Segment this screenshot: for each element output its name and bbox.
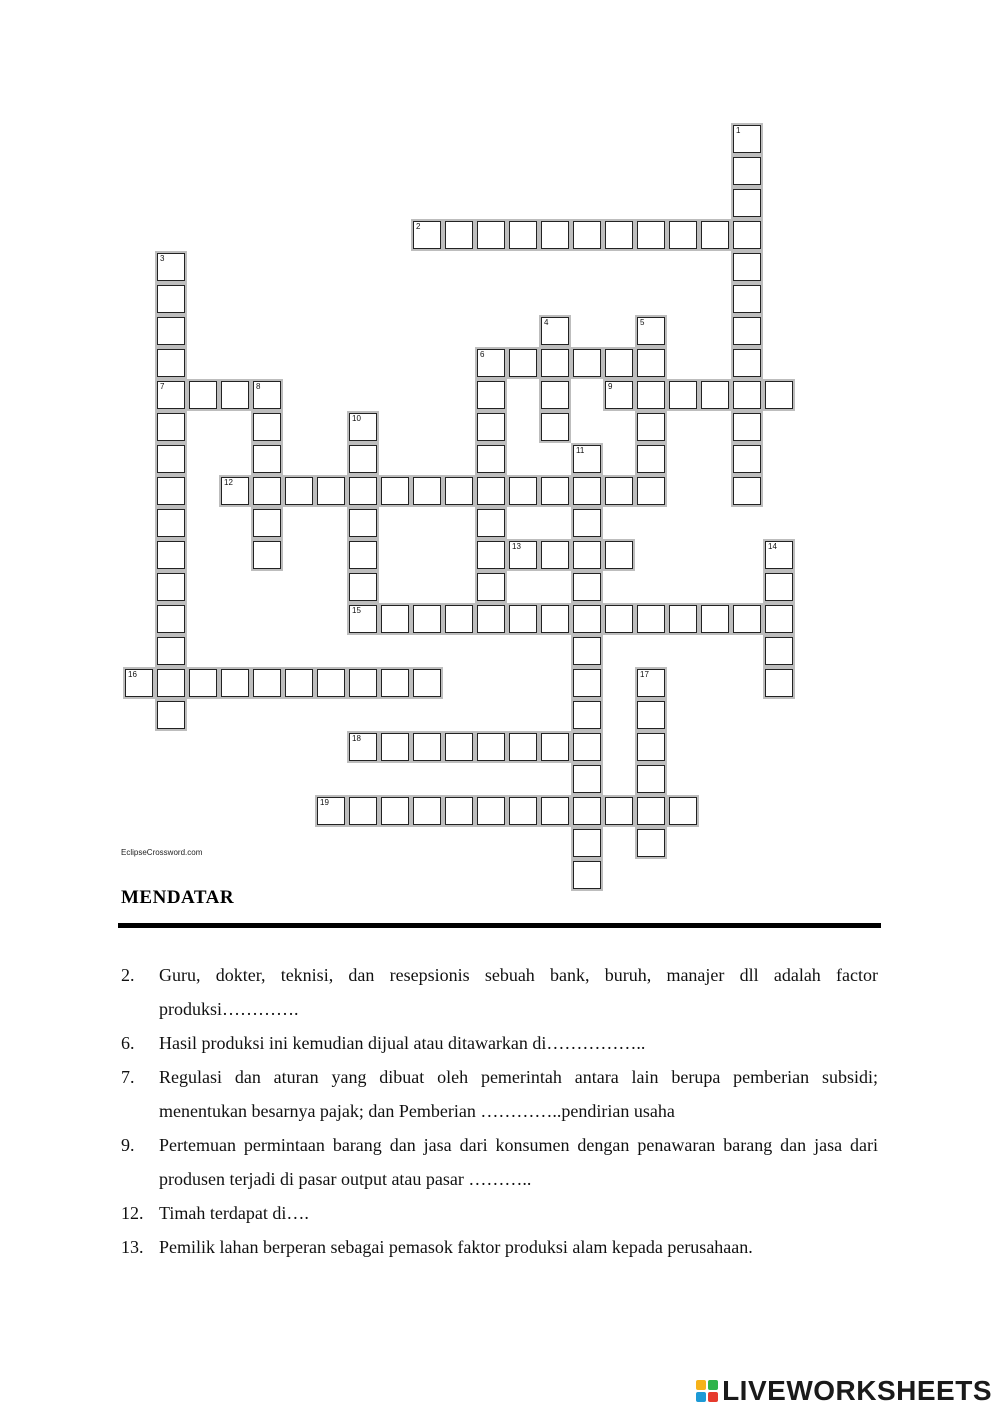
crossword-cell[interactable] (765, 541, 793, 569)
crossword-cell[interactable] (541, 221, 569, 249)
crossword-cell[interactable] (253, 477, 281, 505)
crossword-cell[interactable] (637, 381, 665, 409)
crossword-cell[interactable] (317, 477, 345, 505)
crossword-cell[interactable] (477, 733, 505, 761)
crossword-cell[interactable] (413, 669, 441, 697)
clue-number-label: 4 (544, 318, 549, 327)
clue-number-label: 19 (320, 798, 329, 807)
credit-text: EclipseCrossword.com (121, 848, 203, 857)
crossword-cell[interactable] (509, 605, 537, 633)
crossword-cell[interactable] (637, 317, 665, 345)
watermark-text: LIVEWORKSHEETS (722, 1375, 992, 1406)
crossword-cell[interactable] (157, 637, 185, 665)
crossword-cell[interactable] (477, 381, 505, 409)
crossword-cell[interactable] (605, 349, 633, 377)
crossword-cell[interactable] (733, 189, 761, 217)
clue-item (121, 1060, 878, 1128)
crossword-cell[interactable] (317, 797, 345, 825)
crossword-cell[interactable] (669, 797, 697, 825)
logo-square (708, 1392, 718, 1402)
crossword-cell[interactable] (157, 413, 185, 441)
crossword-cell[interactable] (445, 221, 473, 249)
crossword-cell[interactable] (573, 829, 601, 857)
crossword-cell[interactable] (381, 605, 409, 633)
crossword-cell[interactable] (157, 445, 185, 473)
clue-number-label: 8 (256, 382, 261, 391)
crossword-cell[interactable] (637, 669, 665, 697)
crossword-cell[interactable] (157, 573, 185, 601)
crossword-cell[interactable] (765, 669, 793, 697)
crossword-cell[interactable] (157, 477, 185, 505)
clue-text: Regulasi dan aturan yang dibuat oleh pemerintah antara lain berupa pemberian subsidi; menentukan besarnya pajak; dan Pemberian …………..pendirian usaha (159, 1067, 878, 1121)
clue-number: 7. (121, 1067, 135, 1087)
clue-number: 12. (121, 1203, 144, 1223)
crossword-cell[interactable] (573, 701, 601, 729)
crossword-cell[interactable] (637, 829, 665, 857)
crossword-cell[interactable] (733, 413, 761, 441)
clue-number-label: 2 (416, 222, 421, 231)
crossword-cell[interactable] (477, 445, 505, 473)
liveworksheets-watermark (696, 1375, 992, 1407)
crossword-cell[interactable] (733, 157, 761, 185)
crossword-cell[interactable] (253, 669, 281, 697)
crossword-cell[interactable] (477, 541, 505, 569)
liveworksheets-logo-icon (696, 1380, 718, 1402)
clue-number: 6. (121, 1033, 135, 1053)
crossword-cell[interactable] (445, 605, 473, 633)
crossword-cell[interactable] (349, 605, 377, 633)
clue-item (121, 1026, 878, 1060)
crossword-cell[interactable] (573, 445, 601, 473)
crossword-cell[interactable] (477, 413, 505, 441)
crossword-cell[interactable] (317, 669, 345, 697)
clue-number: 9. (121, 1135, 135, 1155)
crossword-cell[interactable] (381, 477, 409, 505)
crossword-cell[interactable] (573, 349, 601, 377)
crossword-cell[interactable] (765, 605, 793, 633)
logo-square (696, 1392, 706, 1402)
crossword-cell[interactable] (125, 669, 153, 697)
section-heading: MENDATAR (121, 887, 235, 908)
crossword-cell[interactable] (445, 733, 473, 761)
crossword-cell[interactable] (573, 797, 601, 825)
clue-number-label: 17 (640, 670, 649, 679)
crossword-cell[interactable] (349, 445, 377, 473)
crossword-cell[interactable] (477, 349, 505, 377)
crossword-cell[interactable] (733, 125, 761, 153)
crossword-cell[interactable] (701, 605, 729, 633)
crossword-cell[interactable] (477, 605, 505, 633)
crossword-cell[interactable] (349, 509, 377, 537)
crossword-cell[interactable] (573, 733, 601, 761)
crossword-cell[interactable] (637, 413, 665, 441)
crossword-cell[interactable] (733, 221, 761, 249)
crossword-cell[interactable] (637, 733, 665, 761)
crossword-cell[interactable] (669, 381, 697, 409)
crossword-cell[interactable] (157, 669, 185, 697)
crossword-cell[interactable] (413, 605, 441, 633)
crossword-cell[interactable] (285, 477, 313, 505)
crossword-cell[interactable] (349, 413, 377, 441)
crossword-cell[interactable] (253, 541, 281, 569)
crossword-cell[interactable] (509, 541, 537, 569)
crossword-cell[interactable] (509, 349, 537, 377)
clue-number-label: 1 (736, 126, 741, 135)
crossword-cell[interactable] (573, 573, 601, 601)
crossword-cell[interactable] (573, 637, 601, 665)
crossword-cell[interactable] (157, 349, 185, 377)
crossword-cell[interactable] (733, 253, 761, 281)
crossword-cell[interactable] (189, 669, 217, 697)
crossword-cell[interactable] (765, 381, 793, 409)
crossword-cell[interactable] (541, 797, 569, 825)
divider (118, 923, 881, 928)
crossword-cell[interactable] (733, 381, 761, 409)
crossword-cell[interactable] (637, 765, 665, 793)
crossword-cell[interactable] (573, 605, 601, 633)
crossword-cell[interactable] (381, 669, 409, 697)
logo-square (708, 1380, 718, 1390)
crossword-cell[interactable] (541, 349, 569, 377)
crossword-cell[interactable] (477, 797, 505, 825)
crossword-cell[interactable] (157, 285, 185, 313)
crossword-cell[interactable] (637, 349, 665, 377)
clue-number-label: 12 (224, 478, 233, 487)
crossword-cell[interactable] (573, 541, 601, 569)
crossword-cell[interactable] (637, 445, 665, 473)
crossword-cell[interactable] (733, 477, 761, 505)
crossword-cell[interactable] (221, 477, 249, 505)
crossword-cell[interactable] (253, 381, 281, 409)
crossword-cell[interactable] (157, 701, 185, 729)
crossword-cell[interactable] (573, 765, 601, 793)
crossword-cell[interactable] (189, 381, 217, 409)
crossword-cell[interactable] (349, 573, 377, 601)
crossword-cell[interactable] (157, 605, 185, 633)
clue-text: Guru, dokter, teknisi, dan resepsionis sebuah bank, buruh, manajer dll adalah factor produksi…………. (159, 965, 878, 1019)
crossword-cell[interactable] (733, 445, 761, 473)
crossword-cell[interactable] (477, 477, 505, 505)
crossword-cell[interactable] (541, 605, 569, 633)
crossword-cell[interactable] (509, 221, 537, 249)
crossword-cell[interactable] (509, 477, 537, 505)
crossword-cell[interactable] (733, 605, 761, 633)
crossword-cell[interactable] (701, 381, 729, 409)
crossword-cell[interactable] (253, 509, 281, 537)
crossword-cell[interactable] (605, 541, 633, 569)
clue-number: 2. (121, 965, 135, 985)
clue-list (121, 958, 878, 1264)
crossword-cell[interactable] (445, 477, 473, 505)
crossword-cell[interactable] (509, 797, 537, 825)
clue-item (121, 958, 878, 1026)
clue-item (121, 1196, 878, 1230)
crossword-cell[interactable] (413, 221, 441, 249)
crossword-cell[interactable] (349, 541, 377, 569)
clue-number-label: 10 (352, 414, 361, 423)
crossword-cell[interactable] (765, 637, 793, 665)
clue-number-label: 16 (128, 670, 137, 679)
crossword-cell[interactable] (157, 381, 185, 409)
crossword-cell[interactable] (477, 573, 505, 601)
crossword-cell[interactable] (349, 797, 377, 825)
crossword-cell[interactable] (605, 221, 633, 249)
crossword-cell[interactable] (349, 669, 377, 697)
crossword-cell[interactable] (669, 221, 697, 249)
clue-item (121, 1128, 878, 1196)
crossword-cell[interactable] (765, 573, 793, 601)
clue-text: Hasil produksi ini kemudian dijual atau ditawarkan di…………….. (159, 1033, 646, 1053)
clue-number-label: 9 (608, 382, 613, 391)
crossword-cell[interactable] (477, 221, 505, 249)
clue-number-label: 3 (160, 254, 165, 263)
crossword-cell[interactable] (573, 861, 601, 889)
crossword-cell[interactable] (381, 733, 409, 761)
crossword-cell[interactable] (413, 797, 441, 825)
crossword-cell[interactable] (221, 669, 249, 697)
crossword-cell[interactable] (381, 797, 409, 825)
crossword-cell[interactable] (605, 477, 633, 505)
crossword-cell[interactable] (541, 381, 569, 409)
crossword-cell[interactable] (413, 477, 441, 505)
clue-text: Timah terdapat di…. (159, 1203, 309, 1223)
crossword-cell[interactable] (637, 797, 665, 825)
clue-number-label: 6 (480, 350, 485, 359)
crossword-cell[interactable] (541, 413, 569, 441)
crossword-cell[interactable] (349, 733, 377, 761)
crossword-cell[interactable] (605, 381, 633, 409)
crossword-cell[interactable] (541, 733, 569, 761)
clue-item (121, 1230, 878, 1264)
crossword-cell[interactable] (413, 733, 441, 761)
crossword-cell[interactable] (605, 605, 633, 633)
crossword-cell[interactable] (253, 445, 281, 473)
clue-text: Pemilik lahan berperan sebagai pemasok faktor produksi alam kepada perusahaan. (159, 1237, 753, 1257)
crossword-cell[interactable] (573, 509, 601, 537)
crossword-cell[interactable] (541, 317, 569, 345)
crossword-cell[interactable] (285, 669, 313, 697)
crossword-cell[interactable] (573, 477, 601, 505)
crossword-cell[interactable] (637, 605, 665, 633)
crossword-cell[interactable] (541, 541, 569, 569)
clue-number: 13. (121, 1237, 144, 1257)
clue-number-label: 7 (160, 382, 165, 391)
crossword-cell[interactable] (541, 477, 569, 505)
crossword-cell[interactable] (733, 317, 761, 345)
clue-number-label: 11 (576, 446, 585, 455)
crossword-cell[interactable] (477, 509, 505, 537)
crossword-cell[interactable] (733, 349, 761, 377)
clue-text: Pertemuan permintaan barang dan jasa dari konsumen dengan penawaran barang dan jasa dari produsen terjadi di pasar output atau pasar ……….. (159, 1135, 878, 1189)
crossword-cell[interactable] (509, 733, 537, 761)
clue-number-label: 15 (352, 606, 361, 615)
clue-number-label: 13 (512, 542, 521, 551)
crossword-cell[interactable] (157, 509, 185, 537)
crossword-cell[interactable] (573, 221, 601, 249)
clue-number-label: 14 (768, 542, 777, 551)
crossword-cell[interactable] (637, 221, 665, 249)
crossword-cell[interactable] (157, 253, 185, 281)
crossword-cell[interactable] (221, 381, 249, 409)
crossword-cell[interactable] (349, 477, 377, 505)
crossword-cell[interactable] (701, 221, 729, 249)
crossword-cell[interactable] (445, 797, 473, 825)
crossword-cell[interactable] (669, 605, 697, 633)
crossword-cell[interactable] (157, 541, 185, 569)
crossword-cell[interactable] (637, 477, 665, 505)
crossword-cell[interactable] (733, 285, 761, 313)
crossword-cell[interactable] (573, 669, 601, 697)
crossword-cell[interactable] (637, 701, 665, 729)
clue-number-label: 5 (640, 318, 645, 327)
crossword-cell[interactable] (157, 317, 185, 345)
crossword-cell[interactable] (253, 413, 281, 441)
crossword-cell[interactable] (605, 797, 633, 825)
logo-square (696, 1380, 706, 1390)
clue-number-label: 18 (352, 734, 361, 743)
